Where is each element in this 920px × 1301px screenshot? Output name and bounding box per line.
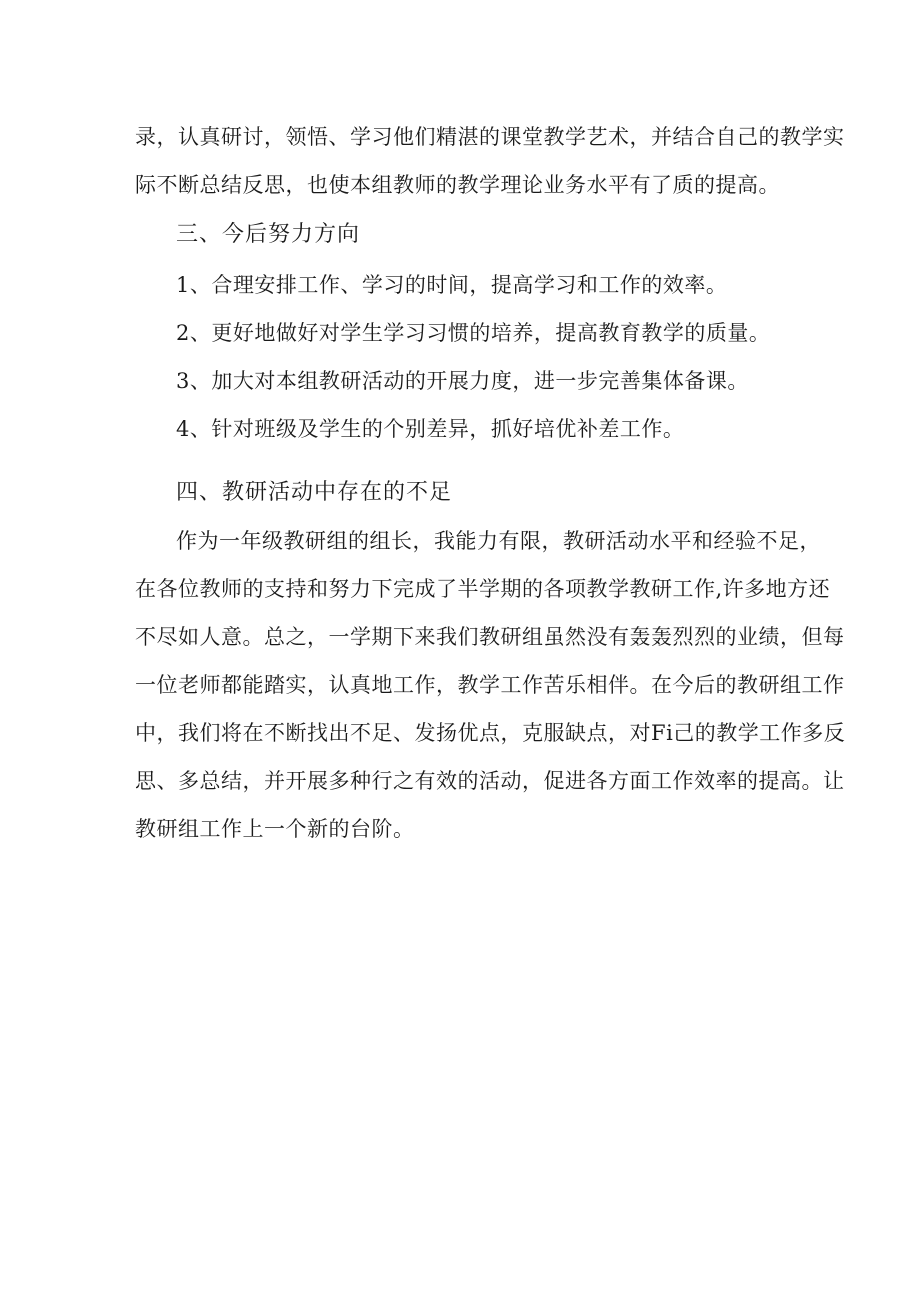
intro-line-2: 际不断总结反思，也使本组教师的教学理论业务水平有了质的提高。	[135, 173, 780, 197]
section-4-line-7: 教研组工作上一个新的台阶。	[135, 817, 415, 841]
section-4-line-6: 思、多总结，并开展多种行之有效的活动，促进各方面工作效率的提高。让	[135, 769, 845, 793]
section-3-item-1: 1、合理安排工作、学习的时间，提高学习和工作的效率。	[176, 273, 728, 297]
section-4-line-1: 作为一年级教研组的组长，我能力有限，教研活动水平和经验不足，	[176, 529, 821, 553]
section-4-line-3: 不尽如人意。总之，一学期下来我们教研组虽然没有轰轰烈烈的业绩，但每	[135, 625, 845, 649]
intro-line-1: 录，认真研讨，领悟、学习他们精湛的课堂教学艺术，并结合自己的教学实	[135, 125, 845, 149]
section-4-line-2: 在各位教师的支持和努力下完成了半学期的各项教学教研工作,许多地方还	[135, 577, 831, 601]
section-3-item-4: 4、针对班级及学生的个别差异，抓好培优补差工作。	[176, 417, 685, 441]
section-3-item-2: 2、更好地做好对学生学习习惯的培养，提高教育教学的质量。	[176, 321, 771, 345]
section-4-line-5: 中，我们将在不断找出不足、发扬优点，克服缺点，对Fi己的教学工作多反	[135, 721, 846, 745]
section-3-item-3: 3、加大对本组教研活动的开展力度，进一步完善集体备课。	[176, 369, 749, 393]
section-4-heading: 四、教研活动中存在的不足	[176, 480, 453, 505]
section-3-heading: 三、今后努力方向	[176, 222, 361, 247]
section-4-line-4: 一位老师都能踏实，认真地工作，教学工作苦乐相伴。在今后的教研组工作	[135, 673, 845, 697]
